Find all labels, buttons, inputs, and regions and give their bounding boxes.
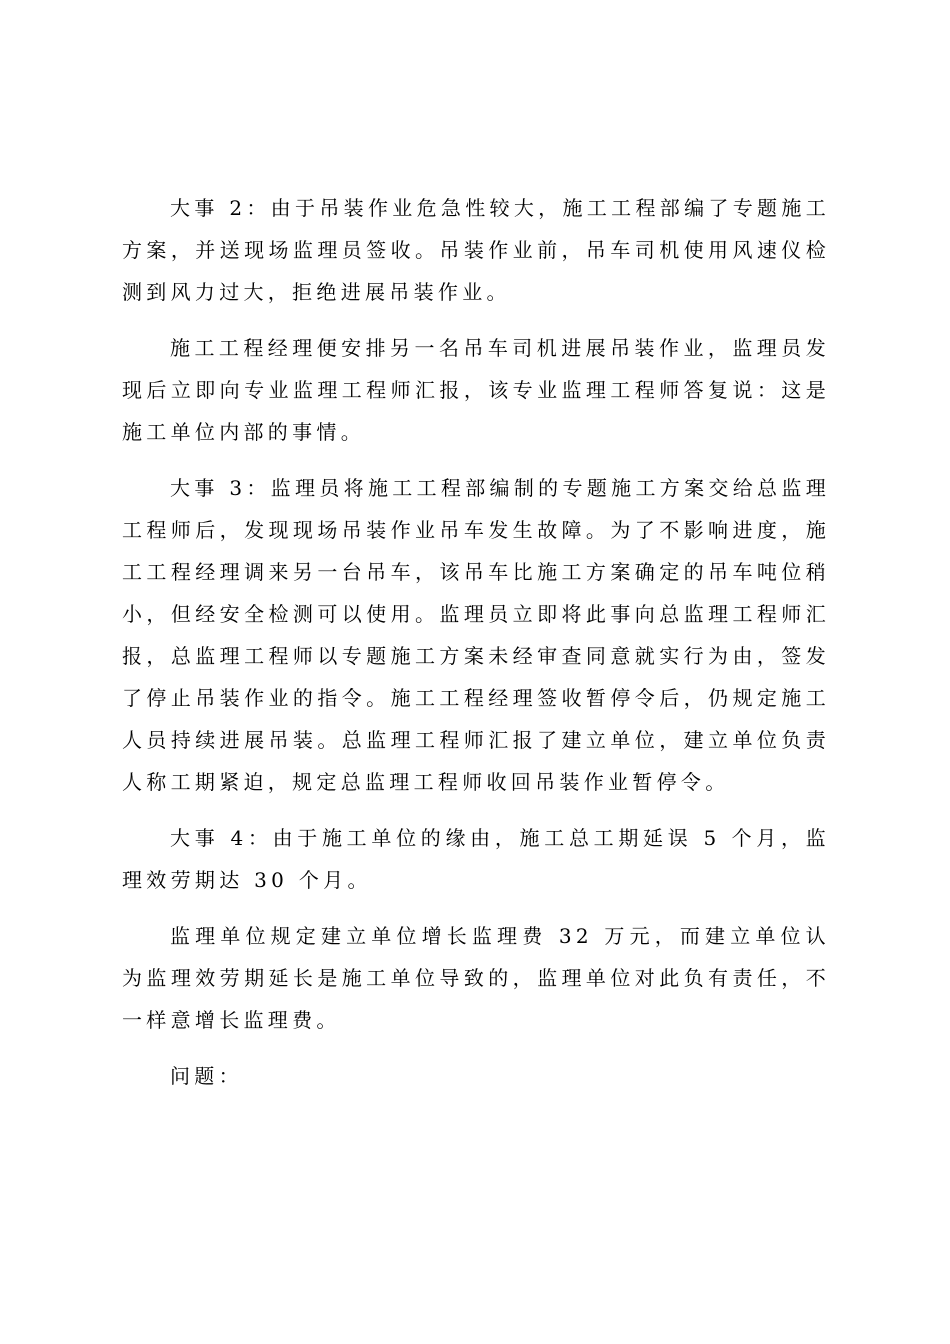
paragraph-event-2-continued: 施工工程经理便安排另一名吊车司机进展吊装作业，监理员发现后立即向专业监理工程师汇报，该专业监理工程师答复说：这是施工单位内部的事情。 bbox=[122, 336, 830, 444]
paragraph-event-4-continued: 监理单位规定建立单位增长监理费 32 万元，而建立单位认为监理效劳期延长是施工单位导致的，监理单位对此负有责任，不一样意增长监理费。 bbox=[122, 924, 830, 1032]
paragraph-event-2: 大事 2：由于吊装作业危急性较大，施工工程部编了专题施工方案，并送现场监理员签收。吊装作业前，吊车司机使用风速仪检测到风力过大，拒绝进展吊装作业。 bbox=[122, 196, 830, 304]
paragraph-questions-heading: 问题： bbox=[170, 1064, 243, 1088]
paragraph-event-4: 大事 4：由于施工单位的缘由，施工总工期延误 5 个月，监理效劳期达 30 个月。 bbox=[122, 826, 830, 892]
paragraph-event-3: 大事 3：监理员将施工工程部编制的专题施工方案交给总监理工程师后，发现现场吊装作业吊车发生故障。为了不影响进度，施工工程经理调来另一台吊车，该吊车比施工方案确定的吊车吨位稍小，但经安全检测可以使用。监理员立即将此事向总监理工程师汇报，总监理工程师以专题施工方案未经审查同意就实行为由，签发了停止吊装作业的指令。施工工程经理签收暂停令后，仍规定施工人员持续进展吊装。总监理工程师汇报了建立单位，建立单位负责人称工期紧迫，规定总监理工程师收回吊装作业暂停令。 bbox=[122, 476, 830, 794]
document-body bbox=[122, 187, 830, 1111]
